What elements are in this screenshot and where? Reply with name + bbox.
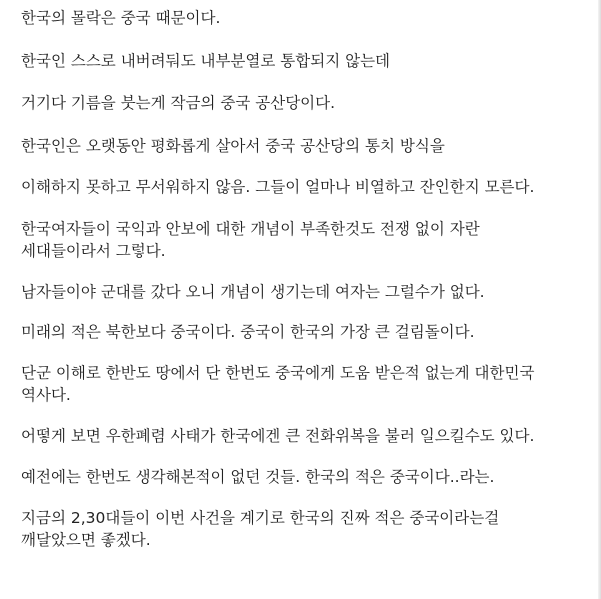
text-line: 한국여자들이 국익과 안보에 대한 개념이 부족한것도 전쟁 없이 자란: [21, 220, 480, 238]
text-line: 단군 이해로 한반도 땅에서 단 한번도 중국에게 도움 받은적 없는게 대한민국: [21, 364, 535, 382]
paragraph-12: [21, 507, 591, 551]
paragraph-3: [21, 92, 591, 114]
text-line: 세대들이라서 그렇다.: [21, 242, 166, 260]
paragraph-7: [21, 281, 591, 303]
text-line: 역사다.: [21, 386, 71, 404]
paragraph-4: [21, 135, 591, 157]
paragraph-11: [21, 466, 591, 488]
text-line: 한국인 스스로 내버려둬도 내부분열로 통합되지 않는데: [21, 52, 391, 70]
text-line: 지금의 2,30대들이 이번 사건을 계기로 한국의 진짜 적은 중국이라는걸: [21, 509, 500, 527]
text-line: 거기다 기름을 붓는게 작금의 중국 공산당이다.: [21, 94, 336, 112]
paragraph-8: [21, 321, 591, 343]
text-line: 깨달았으면 좋겠다.: [21, 531, 151, 549]
paragraph-9: [21, 362, 591, 406]
paragraph-1: [21, 7, 591, 29]
paragraph-6: [21, 218, 591, 262]
text-line: 한국인은 오랫동안 평화롭게 살아서 중국 공산당의 통치 방식을: [21, 137, 445, 155]
text-line: 예전에는 한번도 생각해본적이 없던 것들. 한국의 적은 중국이다..라는.: [21, 468, 495, 486]
text-line: 이해하지 못하고 무서워하지 않음. 그들이 얼마나 비열하고 잔인한지 모른다.: [21, 178, 535, 196]
paragraph-5: [21, 176, 591, 198]
text-line: 한국의 몰락은 중국 때문이다.: [21, 9, 221, 27]
text-line: 미래의 적은 북한보다 중국이다. 중국이 한국의 가장 큰 걸림돌이다.: [21, 323, 475, 341]
text-line: 어떻게 보면 우한폐렴 사태가 한국에겐 큰 전화위복을 불러 일으킬수도 있다.: [21, 427, 535, 445]
paragraph-2: [21, 50, 591, 72]
text-line: 남자들이야 군대를 갔다 오니 개념이 생기는데 여자는 그럴수가 없다.: [21, 283, 485, 301]
paragraph-10: [21, 425, 591, 447]
